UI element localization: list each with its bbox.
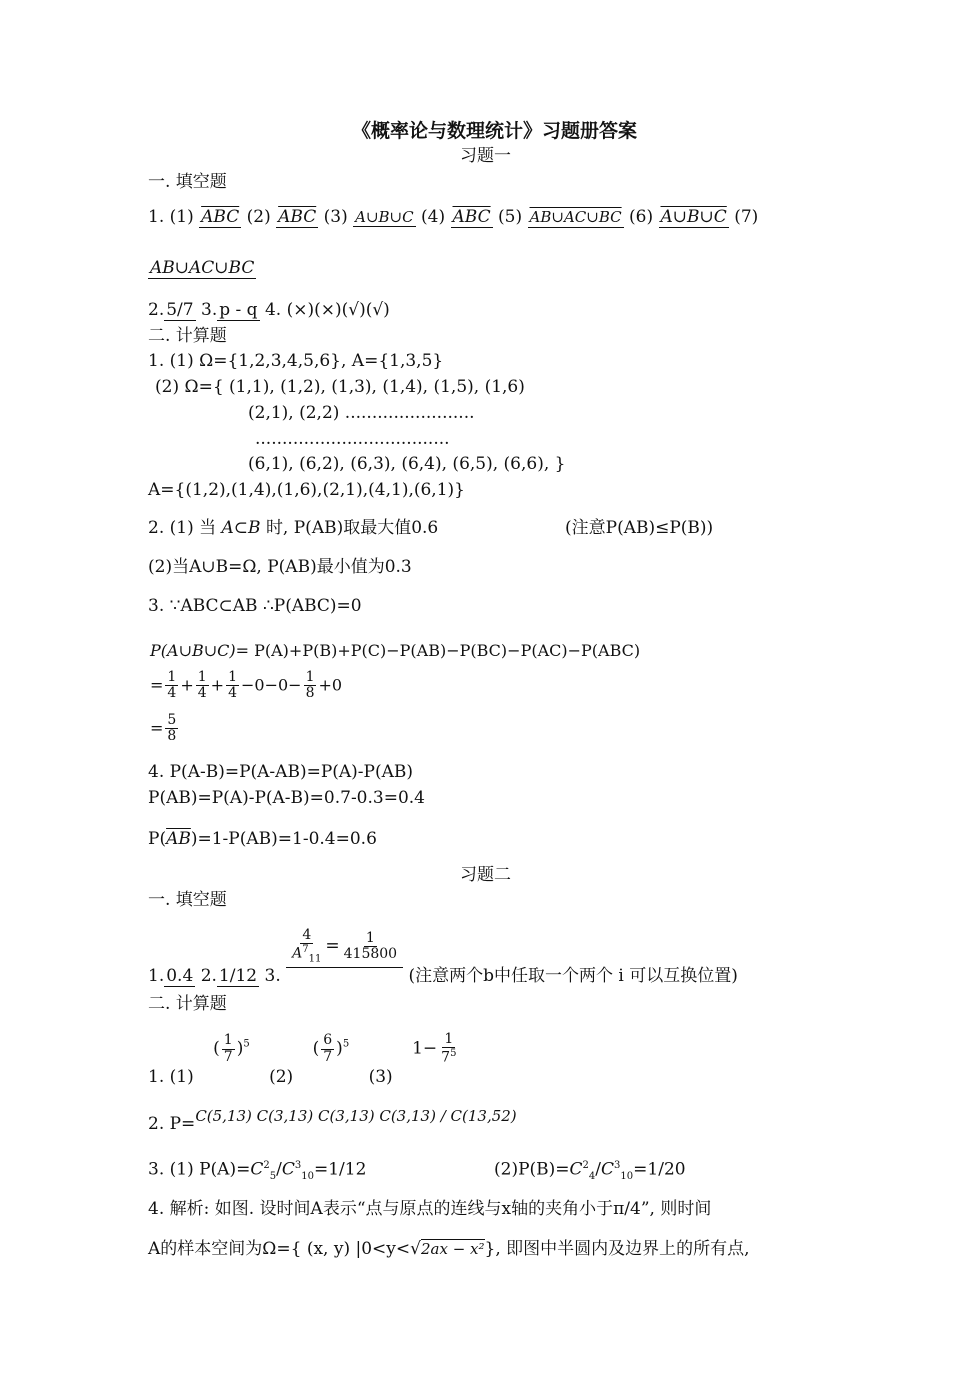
ex2-q2-answer: 1/12: [218, 965, 258, 986]
document-title: 《概率论与数理统计》习题册答案: [352, 120, 638, 142]
ex2-c2-line: 2. P=C(5,13) C(3,13) C(3,13) C(3,13) / C(13,52): [148, 1107, 517, 1134]
ex2-c4-line1: 4. 解析: 如图. 设时间A表示“点与原点的连线与x轴的夹角小于π/4”, 则时间: [148, 1199, 712, 1219]
q2-answer: 5/7: [166, 300, 194, 320]
ex2-c2-formula: C(5,13) C(3,13) C(3,13) C(3,13) / C(13,52): [195, 1107, 517, 1125]
q4-answer: 4. (×)(×)(√)(√): [264, 300, 390, 320]
q1-answer-1: $\overline{ABC}$: [201, 207, 240, 227]
exercise-1-heading: 习题一: [460, 146, 511, 166]
ex2-q1-answer: 0.4: [166, 965, 194, 986]
ex1-q1-line: 1. (1) $\overline{ABC}$ (2) $\overline{ABC}$ (3) A∪B∪C (4) $\overline{ABC}$ (5) AB∪AC∪BC (6) A∪B∪C (7): [148, 207, 759, 227]
c1-part2-a: (2) Ω={ (1,1), (1,2), (1,3), (1,4), (1,5), (1,6): [155, 377, 525, 397]
c4-line1: 4. P(A-B)=P(A-AB)=P(A)-P(AB): [148, 762, 414, 782]
ex2-c3-line: 3. (1) $P(A)=C^2_5/C^3_{10}=1/12$: [148, 1159, 367, 1183]
exercise-2-heading: 习题二: [460, 865, 511, 885]
q3-answer: p - q: [219, 300, 258, 320]
c3-result: = $\frac{5}{8}$: [150, 712, 177, 745]
ex2-q3-note: (注意两个b中任取一个两个 i 可以互换位置): [408, 965, 738, 986]
calc-heading-1: 二. 计算题: [148, 326, 227, 346]
c1-part2-c: ....................................: [255, 429, 450, 449]
q1-prefix: 1. (1): [148, 207, 194, 227]
q1-answer-4: $\overline{ABC}$: [452, 207, 491, 227]
c2-part2: (2)当A∪B=Ω, P(AB)最小值为0.3: [148, 557, 412, 577]
c1-part2-d: (6,1), (6,2), (6,3), (6,4), (6,5), (6,6), }: [248, 454, 566, 474]
q1-answer-2: $\overline{ABC}$: [278, 207, 317, 227]
ex2-q3-answer: $\frac{4}{A^7_{11}}$ = $\frac{1}{415800}$: [286, 928, 403, 968]
q1-answer-6: A∪B∪C: [660, 207, 727, 227]
ex2-c4-line2: A的样本空间为Ω={ (x, y) |0<y<√2ax − x²}, 即图中半圆内及边界上的所有点,: [148, 1239, 750, 1259]
c1-part2-b: (2,1), (2,2) ........................: [248, 403, 475, 423]
ex1-q2-q4-line: 2. 5/7 3. p - q 4. (×)(×)(√)(√): [148, 300, 390, 320]
c2-note: (注意P(AB)≤P(B)): [565, 518, 714, 538]
c3-step: = $\frac{1}{4}$ + $\frac{1}{4}$ + $\frac{1}{4}$ −0−0− $\frac{1}{8}$ +0: [150, 669, 343, 702]
c1-part1: 1. (1) Ω={1,2,3,4,5,6}, A={1,3,5}: [148, 351, 444, 371]
q1-answer-5: AB∪AC∪BC: [529, 208, 622, 226]
calc-heading-2: 二. 计算题: [148, 994, 227, 1014]
c2-part1: 2. (1) 当 A⊂B 时, P(AB)取最大值0.6: [148, 518, 439, 538]
ex2-q1-q3-line: 1. 0.4 2. 1/12 3. $\frac{4}{A^7_{11}}$ = $\frac{1}{415800}$ (注意两个b中任取一个两个 i 可以互换位置): [148, 927, 738, 986]
q1-answer-7: AB∪AC∪BC: [150, 258, 255, 278]
c4-line2: P(AB)=P(A)-P(A-B)=0.7-0.3=0.4: [148, 788, 425, 808]
ex2-c1-line: 1. (1) ( $\frac{1}{7}$ )$^5$ (2) ( $\frac{6}{7}$ )$^5$ (3) 1− $\frac{1}{7^5}$: [148, 1031, 457, 1087]
c1-set-A: A={(1,2),(1,4),(1,6),(2,1),(4,1),(6,1)}: [148, 480, 465, 500]
c3-formula: P(A∪B∪C)= P(A)+P(B)+P(C)−P(AB)−P(BC)−P(AC)−P(ABC): [150, 641, 641, 660]
c4-line3: $P(\overline{AB})=1-P(AB)=1-0.4=0.6$: [148, 829, 377, 849]
ex2-c3-part2: $(2)P(B)=C^2_4/C^3_{10}=1/20$: [494, 1159, 686, 1183]
c3-statement: 3. ∵ABC⊂AB ∴P(ABC)=0: [148, 596, 362, 616]
fill-in-heading-1: 一. 填空题: [148, 172, 227, 192]
q1-answer-3: A∪B∪C: [355, 208, 414, 226]
fill-in-heading-2: 一. 填空题: [148, 890, 227, 910]
